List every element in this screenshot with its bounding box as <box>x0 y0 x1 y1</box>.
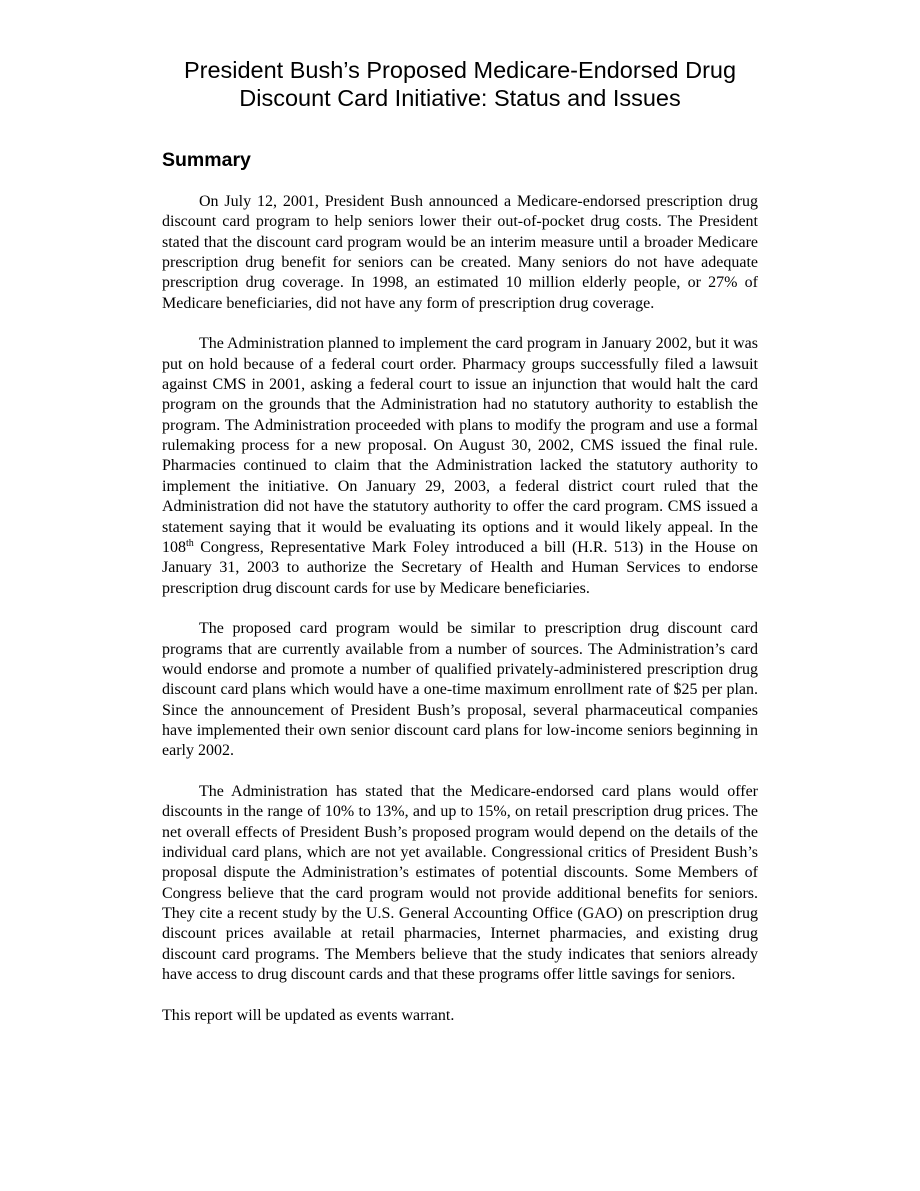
ordinal-superscript: th <box>186 537 194 549</box>
summary-body <box>162 192 758 1046</box>
paragraph-2-part-2: Congress, Representative Mark Foley introduced a bill (H.R. 513) in the House on January 31, 2003 to authorize the Secretary of Health and Human Services to endorse prescription drug discount cards for use by Medicare beneficiaries. <box>162 538 758 597</box>
title-line-2: Discount Card Initiative: Status and Issues <box>239 85 681 111</box>
document-title <box>162 56 758 112</box>
paragraph-1: On July 12, 2001, President Bush announced a Medicare-endorsed prescription drug discount card program to help seniors lower their out-of-pocket drug costs. The President stated that the discount card program would be an interim measure until a broader Medicare prescription drug benefit for seniors can be created. Many seniors do not have adequate prescription drug coverage. In 1998, an estimated 10 million elderly people, or 27% of Medicare beneficiaries, did not have any form of prescription drug coverage. <box>162 193 758 312</box>
paragraph-2 <box>162 334 758 598</box>
paragraph-3: The proposed card program would be similar to prescription drug discount card programs that are currently available from a number of sources. The Administration’s card would endorse and promote a number of qualified privately-administered prescription drug discount card plans which would have a one-time maximum enrollment rate of $25 per plan. Since the announcement of President Bush’s proposal, several pharmaceutical companies have implemented their own senior discount card plans for low-income seniors beginning in early 2002. <box>162 620 758 760</box>
closing-note: This report will be updated as events warrant. <box>162 1006 455 1024</box>
paragraph-4: The Administration has stated that the Medicare-endorsed card plans would offer discounts in the range of 10% to 13%, and up to 15%, on retail prescription drug prices. The net overall effects of President Bush’s proposed program would depend on the details of the individual card plans, which are not yet available. Congressional critics of President Bush’s proposal dispute the Administration’s estimates of potential discounts. Some Members of Congress believe that the card program would not provide additional benefits for seniors. They cite a recent study by the U.S. General Accounting Office (GAO) on prescription drug discount prices available at retail pharmacies, Internet pharmacies, and existing drug discount card programs. The Members believe that the study indicates that seniors already have access to drug discount cards and that these programs offer little savings for seniors. <box>162 782 758 984</box>
title-line-1: President Bush’s Proposed Medicare-Endorsed Drug <box>183 57 737 83</box>
section-heading-summary: Summary <box>162 149 251 171</box>
paragraph-2-part-1: The Administration planned to implement the card program in January 2002, but it was put on hold because of a federal court order. Pharmacy groups successfully filed a lawsuit against CMS in 2001, asking a federal court to issue an injunction that would halt the card program on the grounds that the Administration had no statutory authority to establish the program. The Administration proceeded with plans to modify the program and use a formal rulemaking process for a new proposal. On August 30, 2002, CMS issued the final rule. Pharmacies continued to claim that the Administration lacked the statutory authority to implement the initiative. On January 29, 2003, a federal district court ruled that the Administration did not have the statutory authority to offer the card program. CMS issued a statement saying that it would be evaluating its options and it would likely appeal. In the 108 <box>162 335 758 556</box>
